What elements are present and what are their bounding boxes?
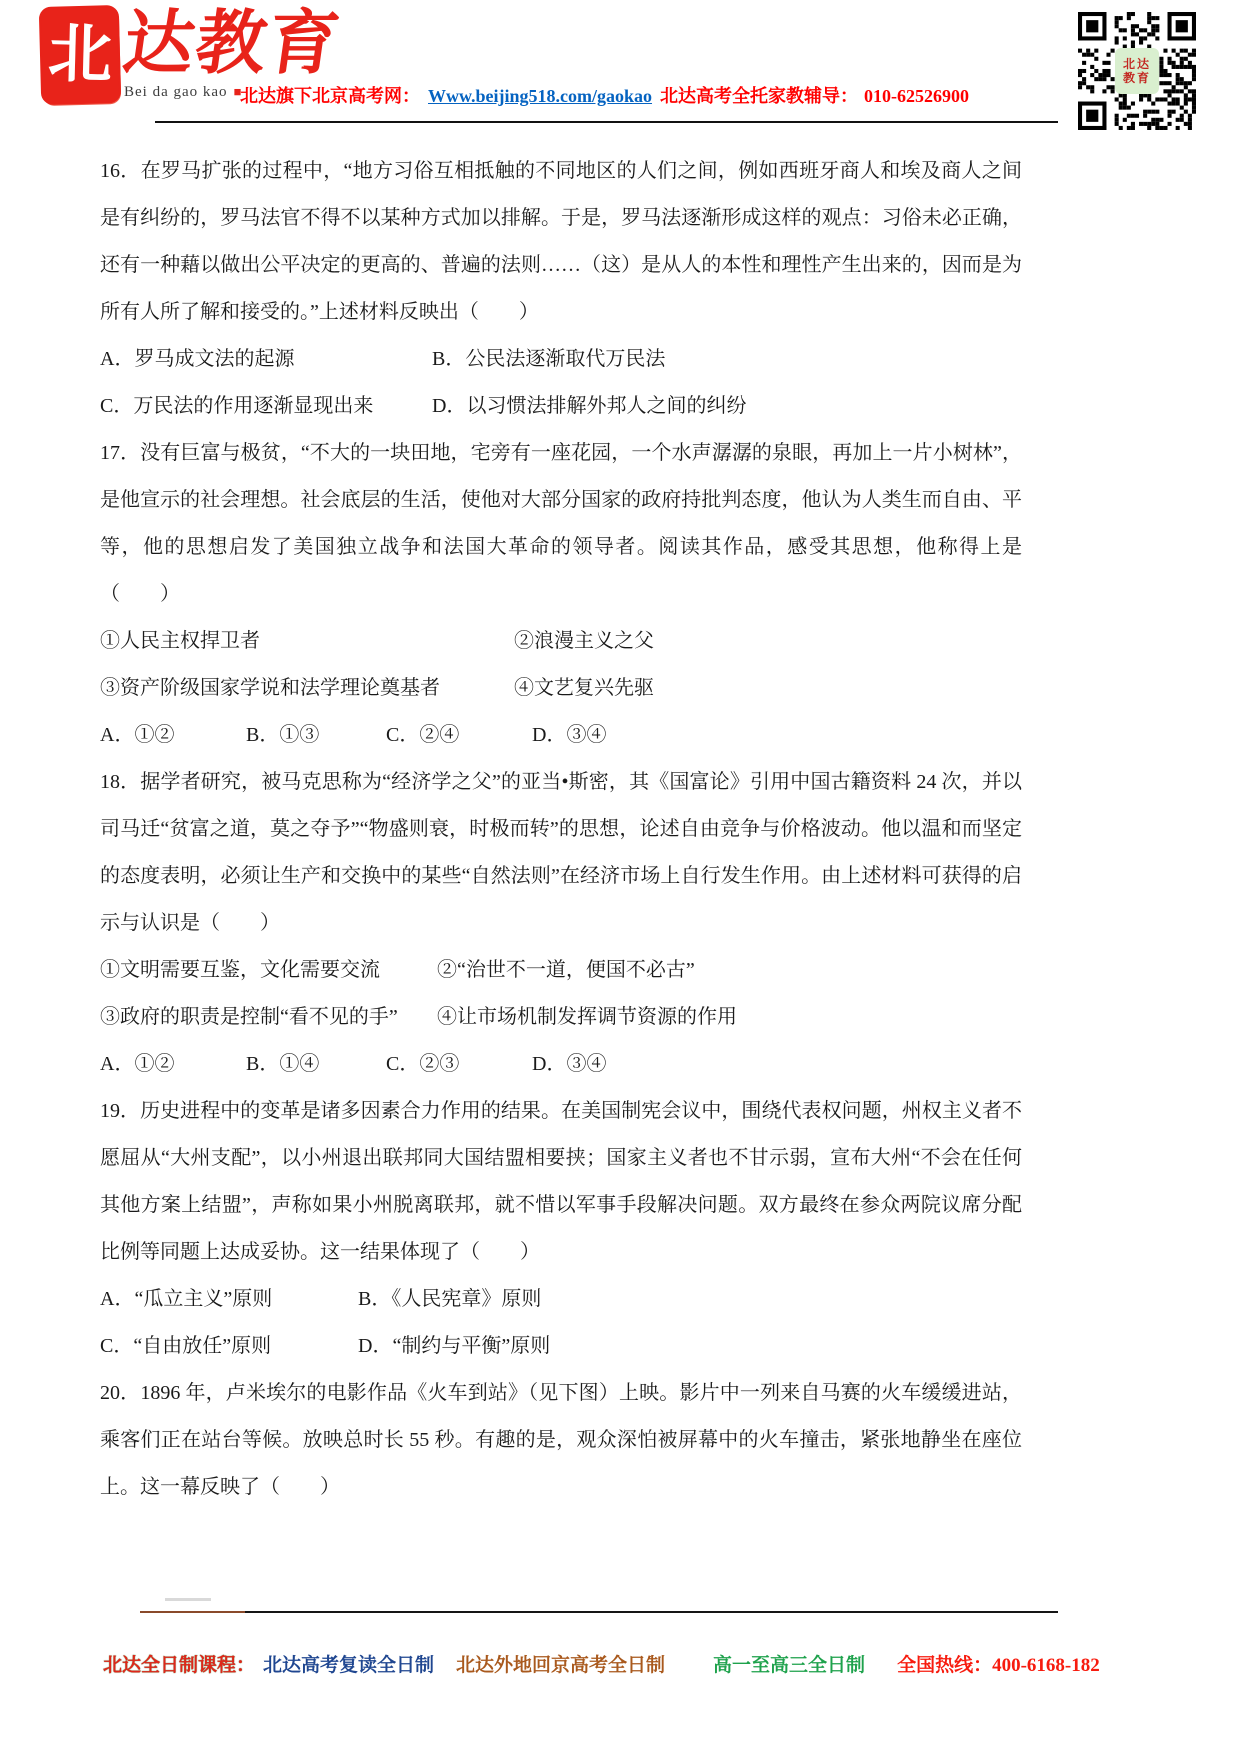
question-stem: 18．据学者研究，被马克思称为“经济学之父”的亚当•斯密，其《国富论》引用中国古籍资料 24 次，并以司马迁“贫富之道，莫之夺予”“物盛则衰，时极而转”的思想，论述自由竞争与价格波动。他以温和而坚定的态度表明，必须让生产和交换中的某些“自然法则”在经济市场上自行发生作用。由上述材料可获得的启示与认识是（ ） [100, 771, 1022, 934]
answer-option-row [100, 712, 1022, 759]
question-16 [100, 148, 1022, 430]
footer-divider [140, 1611, 1058, 1613]
sub-option-row [100, 994, 1022, 1041]
brand-romanization [124, 84, 242, 101]
sub-option: ①文明需要互鉴，文化需要交流 [100, 959, 380, 981]
footer-item: 北达全日制课程： [103, 1655, 256, 1676]
sub-option: ④文艺复兴先驱 [514, 677, 654, 699]
header-contact-line [240, 82, 969, 108]
sub-option: ④让市场机制发挥调节资源的作用 [437, 1006, 737, 1028]
qr-label-line2: 教育 [1122, 71, 1151, 85]
answer-option: A．罗马成文法的起源 [100, 348, 295, 370]
qr-center-label [1115, 48, 1159, 94]
sub-option: ③资产阶级国家学说和法学理论奠基者 [100, 677, 440, 699]
footer-smudge-mark [165, 1598, 211, 1601]
page-header [0, 0, 1240, 150]
sub-option-row [100, 618, 1022, 665]
sub-option: ③政府的职责是控制“看不见的手” [100, 1006, 398, 1028]
answer-option-row [100, 383, 1022, 430]
question-18 [100, 759, 1022, 1088]
gaokao-site-link[interactable]: Www.beijing518.com/gaokao [428, 86, 653, 106]
answer-option: D．“制约与平衡”原则 [358, 1335, 551, 1357]
footer-item: 全国热线：400-6168-182 [897, 1655, 1100, 1676]
answer-option-row [100, 1323, 1022, 1370]
answer-option: B．公民法逐渐取代万民法 [432, 348, 666, 370]
answer-option: C．“自由放任”原则 [100, 1335, 272, 1357]
answer-option: C．②③ [386, 1053, 460, 1075]
answer-option: A．①② [100, 724, 175, 746]
question-stem: 20．1896 年，卢米埃尔的电影作品《火车到站》（见下图）上映。影片中一列来自马赛的火车缓缓进站，乘客们正在站台等候。放映总时长 55 秒。有趣的是，观众深怕被屏幕中的火车撞击，紧张地静坐在座位上。这一幕反映了（ ） [100, 1382, 1022, 1498]
answer-option: D．③④ [532, 724, 607, 746]
answer-option: B．①③ [246, 724, 320, 746]
answer-option: C．万民法的作用逐渐显现出来 [100, 395, 374, 417]
answer-option-row [100, 1276, 1022, 1323]
footer-item: 高一至高三全日制 [713, 1655, 866, 1676]
footer-item: 北达高考复读全日制 [263, 1655, 435, 1676]
question-stem: 16．在罗马扩张的过程中，“地方习俗互相抵触的不同地区的人们之间，例如西班牙商人和埃及商人之间是有纠纷的，罗马法官不得不以某种方式加以排解。于是，罗马法逐渐形成这样的观点：习俗未必正确，还有一种藉以做出公平决定的更高的、普遍的法则……（这）是从人的本性和理性产生出来的，因而是为所有人所了解和接受的。”上述材料反映出（ ） [100, 160, 1022, 323]
answer-option: A．“瓜立主义”原则 [100, 1288, 273, 1310]
footer-contact-bar [103, 1650, 1163, 1677]
red-square-icon: ■ [233, 84, 243, 99]
question-stem: 17．没有巨富与极贫，“不大的一块田地，宅旁有一座花园，一个水声潺潺的泉眼，再加上一片小树林”，是他宣示的社会理想。社会底层的生活，使他对大部分国家的政府持批判态度，他认为人类生而自由、平等，他的思想启发了美国独立战争和法国大革命的领导者。阅读其作品，感受其思想，他称得上是（ ） [100, 442, 1022, 605]
sub-option: ②“治世不一道，便国不必古” [437, 959, 695, 981]
answer-option: C．②④ [386, 724, 460, 746]
sub-option: ②浪漫主义之父 [514, 630, 654, 652]
sub-option-row [100, 947, 1022, 994]
question-19 [100, 1088, 1022, 1370]
qr-code [1078, 12, 1196, 130]
answer-option-row [100, 1041, 1022, 1088]
question-17 [100, 430, 1022, 759]
brand-romanization-text: Bei da gao kao [124, 84, 228, 100]
answer-option: B．《人民宪章》原则 [358, 1288, 542, 1310]
exam-questions [100, 148, 1022, 1511]
header-tagline-right: 北达高考全托家教辅导： [660, 86, 859, 106]
answer-option-row [100, 336, 1022, 383]
answer-option: B．①④ [246, 1053, 320, 1075]
sub-option: ①人民主权捍卫者 [100, 630, 260, 652]
question-20 [100, 1370, 1022, 1511]
header-tagline-left: 北达旗下北京高考网： [240, 86, 420, 106]
answer-option: A．①② [100, 1053, 175, 1075]
sub-option-row [100, 665, 1022, 712]
answer-option: D．以习惯法排解外邦人之间的纠纷 [432, 395, 747, 417]
answer-option: D．③④ [532, 1053, 607, 1075]
brand-logo-text: 达教育 [118, 6, 346, 83]
header-divider [155, 121, 1058, 123]
seal-character: 北 [47, 18, 113, 91]
footer-item: 北达外地回京高考全日制 [456, 1655, 666, 1676]
brand-seal-logo [41, 7, 119, 103]
question-stem: 19．历史进程中的变革是诸多因素合力作用的结果。在美国制宪会议中，围绕代表权问题，州权主义者不愿屈从“大州支配”，以小州退出联邦同大国结盟相要挟；国家主义者也不甘示弱，宣布大州“不会在任何其他方案上结盟”，声称如果小州脱离联邦，就不惜以军事手段解决问题。双方最终在参众两院议席分配比例等同题上达成妥协。这一结果体现了（ ） [100, 1100, 1022, 1263]
header-phone-number: 010-62526900 [864, 86, 970, 106]
qr-label-line1: 北达 [1122, 57, 1151, 71]
